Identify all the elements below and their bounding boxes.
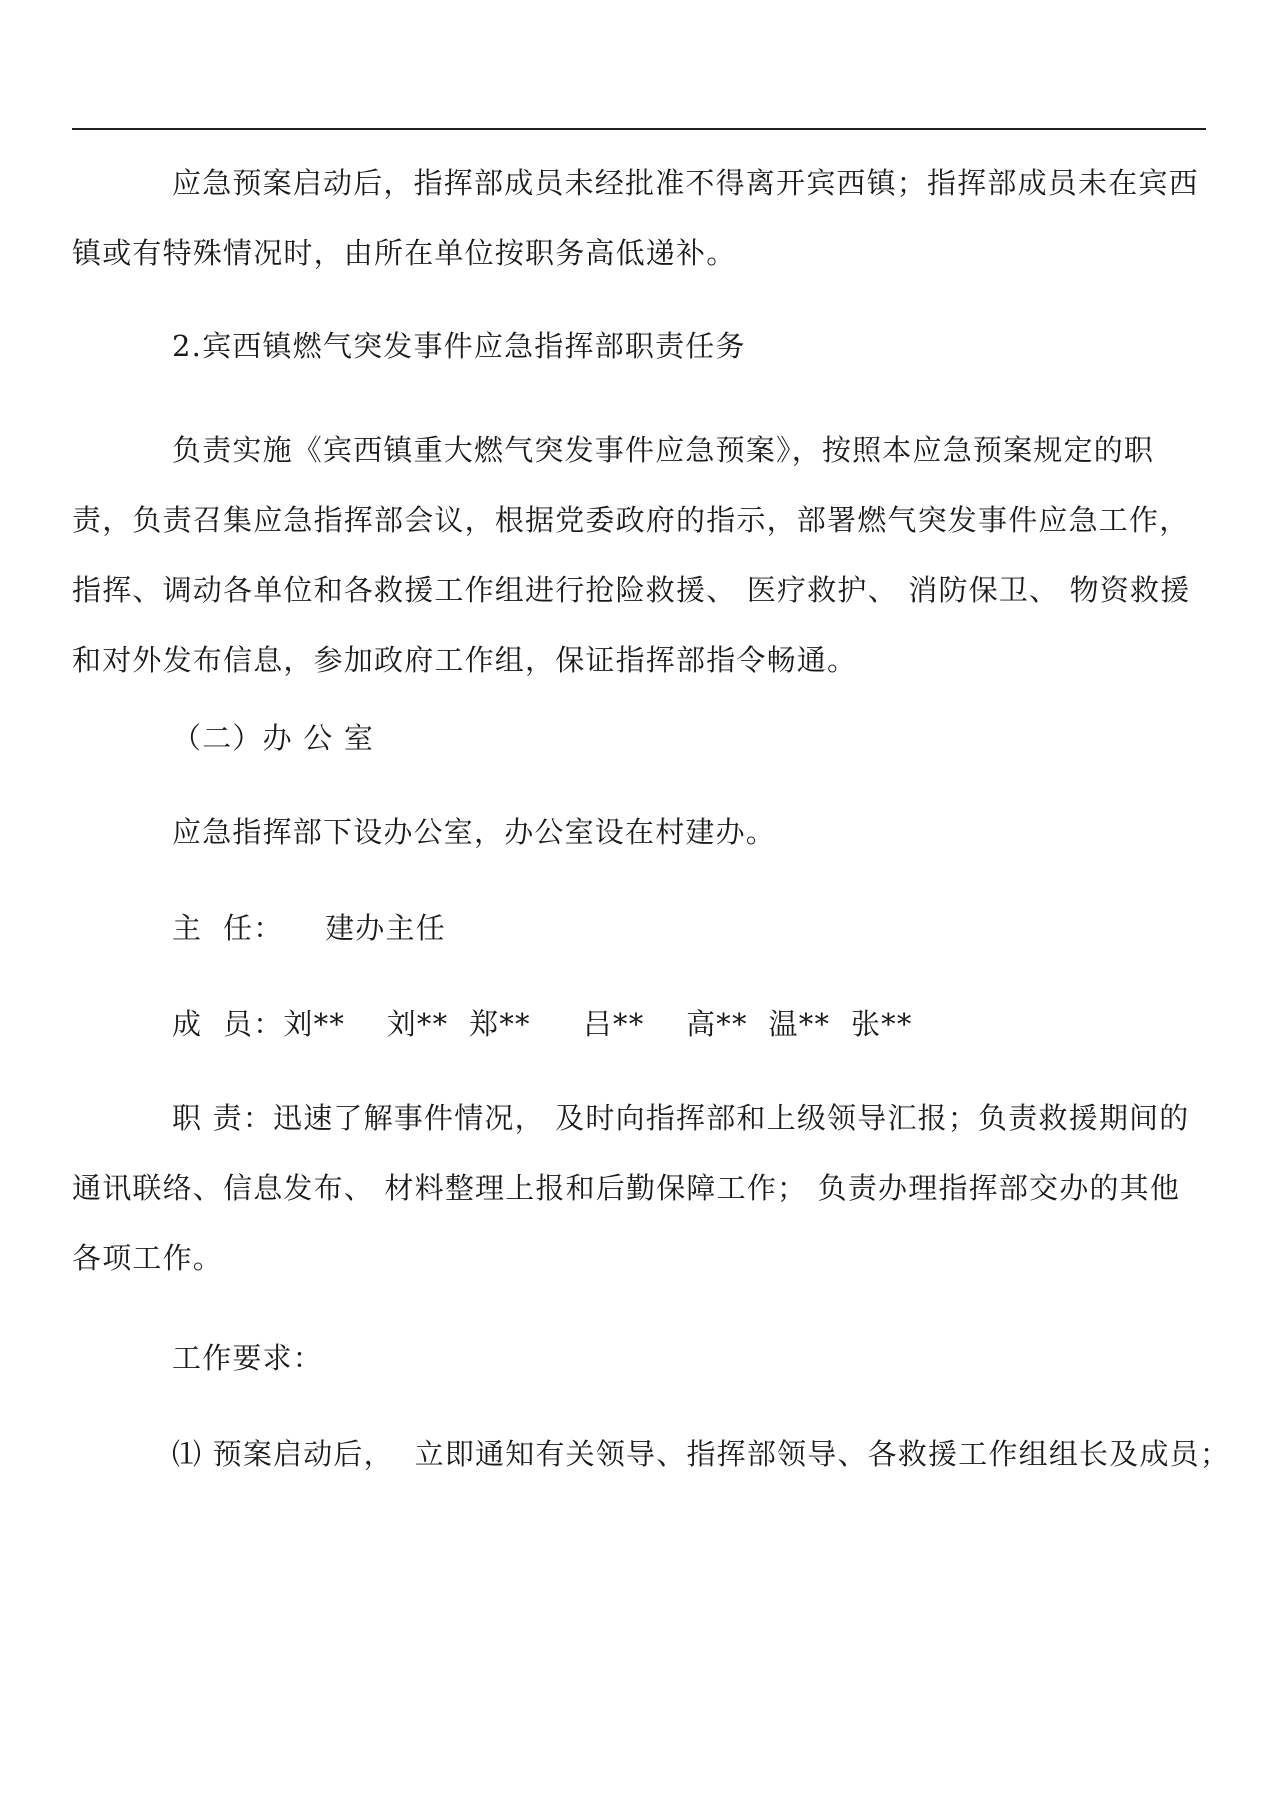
paragraph-office-setup: 应急指挥部下设办公室，办公室设在村建办。 — [172, 815, 777, 849]
work-requirement-item-1: ⑴ 预案启动后， 立即通知有关领导、指挥部领导、各救援工作组组长及成员； — [172, 1437, 1231, 1471]
work-requirements-heading: 工作要求： — [172, 1341, 324, 1375]
paragraph-command-duties: 负责实施《宾西镇重大燃气突发事件应急预案》，按照本应急预案规定的职责，负责召集应急指挥部会议，根据党委政府的指示，部署燃气突发事件应急工作，指挥、调动各单位和各救援工作组进行抢险救援、 医疗救护、 消防保卫、 物资救援和对外发布信息，参加政府工作组，保证指挥部指令畅通。 — [72, 433, 1191, 677]
section-heading-office: （二）办 公 室 — [172, 721, 375, 755]
office-director-line: 主 任： 建办主任 — [172, 911, 446, 945]
section-heading-command-duties: 2.宾西镇燃气突发事件应急指挥部职责任务 — [172, 329, 746, 363]
paragraph-command-members: 应急预案启动后，指挥部成员未经批准不得离开宾西镇；指挥部成员未在宾西镇或有特殊情况时，由所在单位按职务高低递补。 — [72, 166, 1199, 270]
header-rule — [72, 128, 1206, 130]
paragraph-office-duties: 职 责：迅速了解事件情况， 及时向指挥部和上级领导汇报；负责救援期间的通讯联络、信息发布、 材料整理上报和后勤保障工作； 负责办理指挥部交办的其他各项工作。 — [72, 1101, 1190, 1275]
office-members-line: 成 员：刘** 刘** 郑** 吕** 高** 温** 张** — [172, 1007, 913, 1041]
